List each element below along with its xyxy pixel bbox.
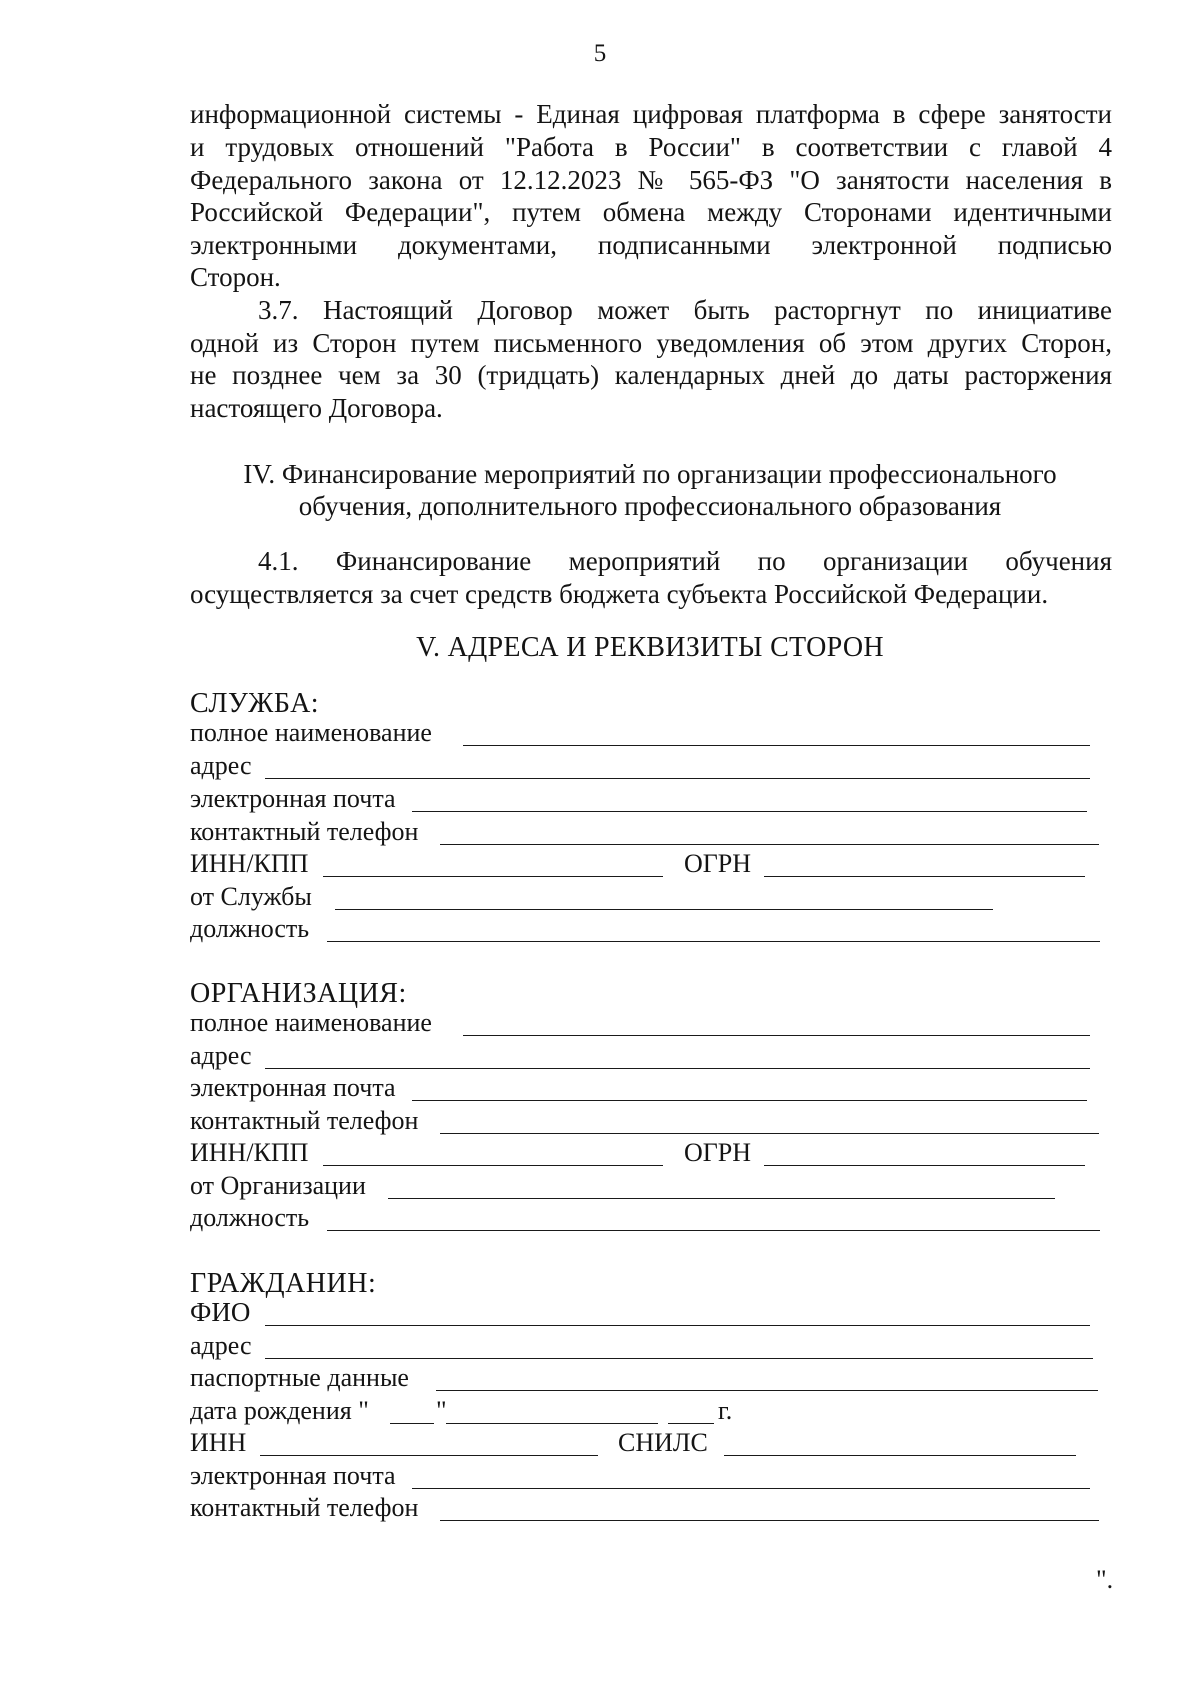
service-email-line[interactable] bbox=[412, 811, 1087, 812]
service-ogrn-line[interactable] bbox=[764, 876, 1085, 877]
organization-full-name-row bbox=[190, 1008, 1120, 1040]
field-label: контактный телефон bbox=[190, 1106, 419, 1135]
text-line: 3.7. Настоящий Договор может быть расторгнут по инициативе bbox=[258, 295, 1112, 325]
page-number: 5 bbox=[593, 40, 607, 67]
organization-address-line[interactable] bbox=[265, 1068, 1090, 1069]
organization-inn-kpp-line[interactable] bbox=[323, 1165, 663, 1166]
birth-month-line[interactable] bbox=[446, 1423, 658, 1424]
field-label: ОГРН bbox=[684, 849, 752, 878]
field-label: электронная почта bbox=[190, 784, 396, 813]
field-label: электронная почта bbox=[190, 1073, 396, 1102]
service-from-row bbox=[190, 882, 1120, 914]
text-line: электронными документами, подписанными электронной подписью bbox=[190, 230, 1112, 260]
text-line: Федерального закона от 12.12.2023 № 565-ФЗ "О занятости населения в bbox=[190, 165, 1112, 195]
field-label: адрес bbox=[190, 1041, 252, 1070]
field-label: ИНН bbox=[190, 1428, 247, 1457]
citizen-passport-row bbox=[190, 1363, 1120, 1395]
citizen-email-row bbox=[190, 1461, 1120, 1493]
organization-address-row bbox=[190, 1041, 1120, 1073]
field-label: от Организации bbox=[190, 1171, 366, 1200]
field-label: контактный телефон bbox=[190, 817, 419, 846]
field-label: ФИО bbox=[190, 1297, 251, 1327]
service-full-name-line[interactable] bbox=[463, 745, 1090, 746]
service-inn-kpp-line[interactable] bbox=[323, 876, 663, 877]
field-label: паспортные данные bbox=[190, 1363, 409, 1392]
field-label: СНИЛС bbox=[618, 1428, 708, 1457]
citizen-address-line[interactable] bbox=[265, 1358, 1093, 1359]
field-label: полное наименование bbox=[190, 1008, 432, 1037]
citizen-passport-line[interactable] bbox=[436, 1390, 1098, 1391]
text-line: не позднее чем за 30 (тридцать) календарных дней до даты расторжения bbox=[190, 360, 1112, 390]
citizen-inn-snils-row bbox=[190, 1428, 1120, 1460]
section-5-title: V. АДРЕСА И РЕКВИЗИТЫ СТОРОН bbox=[416, 632, 884, 663]
field-label: " bbox=[436, 1396, 447, 1425]
closing-quote: ". bbox=[1096, 1565, 1114, 1594]
service-email-row bbox=[190, 784, 1120, 816]
service-phone-row bbox=[190, 817, 1120, 849]
organization-heading: ОРГАНИЗАЦИЯ: bbox=[190, 978, 407, 1009]
text-line: информационной системы - Единая цифровая платформа в сфере занятости bbox=[190, 99, 1112, 129]
service-inn-ogrn-row bbox=[190, 849, 1120, 881]
field-label: от Службы bbox=[190, 882, 312, 911]
text-line: 4.1. Финансирование мероприятий по организации обучения bbox=[258, 546, 1112, 576]
citizen-email-line[interactable] bbox=[412, 1488, 1090, 1489]
organization-email-line[interactable] bbox=[412, 1100, 1087, 1101]
citizen-phone-line[interactable] bbox=[440, 1520, 1099, 1521]
citizen-address-row bbox=[190, 1331, 1120, 1363]
field-label: ОГРН bbox=[684, 1138, 752, 1167]
field-label: дата рождения " bbox=[190, 1396, 369, 1425]
organization-position-row bbox=[190, 1203, 1120, 1235]
heading-line: обучения, дополнительного профессионального образования bbox=[298, 491, 1002, 521]
citizen-fio-line[interactable] bbox=[265, 1325, 1090, 1326]
service-address-line[interactable] bbox=[265, 778, 1090, 779]
service-from-line[interactable] bbox=[335, 909, 993, 910]
organization-from-row bbox=[190, 1171, 1120, 1203]
organization-inn-ogrn-row bbox=[190, 1138, 1120, 1170]
field-label: ИНН/КПП bbox=[190, 1138, 309, 1167]
field-label: электронная почта bbox=[190, 1461, 396, 1490]
service-full-name-row bbox=[190, 718, 1120, 750]
organization-phone-line[interactable] bbox=[440, 1133, 1099, 1134]
organization-from-line[interactable] bbox=[388, 1198, 1055, 1199]
citizen-heading: ГРАЖДАНИН: bbox=[190, 1268, 377, 1299]
text-line: Российской Федерации", путем обмена между Сторонами идентичными bbox=[190, 197, 1112, 227]
field-label: ИНН/КПП bbox=[190, 849, 309, 878]
service-position-line[interactable] bbox=[327, 941, 1100, 942]
service-position-row bbox=[190, 914, 1120, 946]
organization-position-line[interactable] bbox=[327, 1230, 1100, 1231]
field-label: полное наименование bbox=[190, 718, 432, 747]
service-phone-line[interactable] bbox=[440, 844, 1099, 845]
organization-full-name-line[interactable] bbox=[463, 1035, 1090, 1036]
text-line: осуществляется за счет средств бюджета субъекта Российской Федерации. bbox=[190, 579, 1049, 609]
text-line: и трудовых отношений "Работа в России" в соответствии с главой 4 bbox=[190, 132, 1112, 162]
citizen-snils-line[interactable] bbox=[724, 1455, 1076, 1456]
service-heading: СЛУЖБА: bbox=[190, 688, 320, 719]
field-label: контактный телефон bbox=[190, 1493, 419, 1522]
citizen-fio-row bbox=[190, 1298, 1120, 1330]
field-label: должность bbox=[190, 914, 310, 943]
text-line: одной из Сторон путем письменного уведомления об этом других Сторон, bbox=[190, 328, 1112, 358]
citizen-phone-row bbox=[190, 1493, 1120, 1525]
birth-day-line[interactable] bbox=[390, 1423, 434, 1424]
field-label: должность bbox=[190, 1203, 310, 1232]
text-line: Сторон. bbox=[190, 262, 281, 292]
citizen-inn-line[interactable] bbox=[260, 1455, 598, 1456]
service-address-row bbox=[190, 751, 1120, 783]
field-label: адрес bbox=[190, 751, 252, 780]
field-label: адрес bbox=[190, 1331, 252, 1360]
heading-line: IV. Финансирование мероприятий по организации профессионального bbox=[243, 459, 1057, 489]
organization-email-row bbox=[190, 1073, 1120, 1105]
citizen-birth-date-row bbox=[190, 1396, 1120, 1428]
organization-ogrn-line[interactable] bbox=[764, 1165, 1085, 1166]
field-label: г. bbox=[718, 1396, 733, 1425]
birth-year-line[interactable] bbox=[668, 1423, 714, 1424]
organization-phone-row bbox=[190, 1106, 1120, 1138]
text-line: настоящего Договора. bbox=[190, 393, 443, 423]
